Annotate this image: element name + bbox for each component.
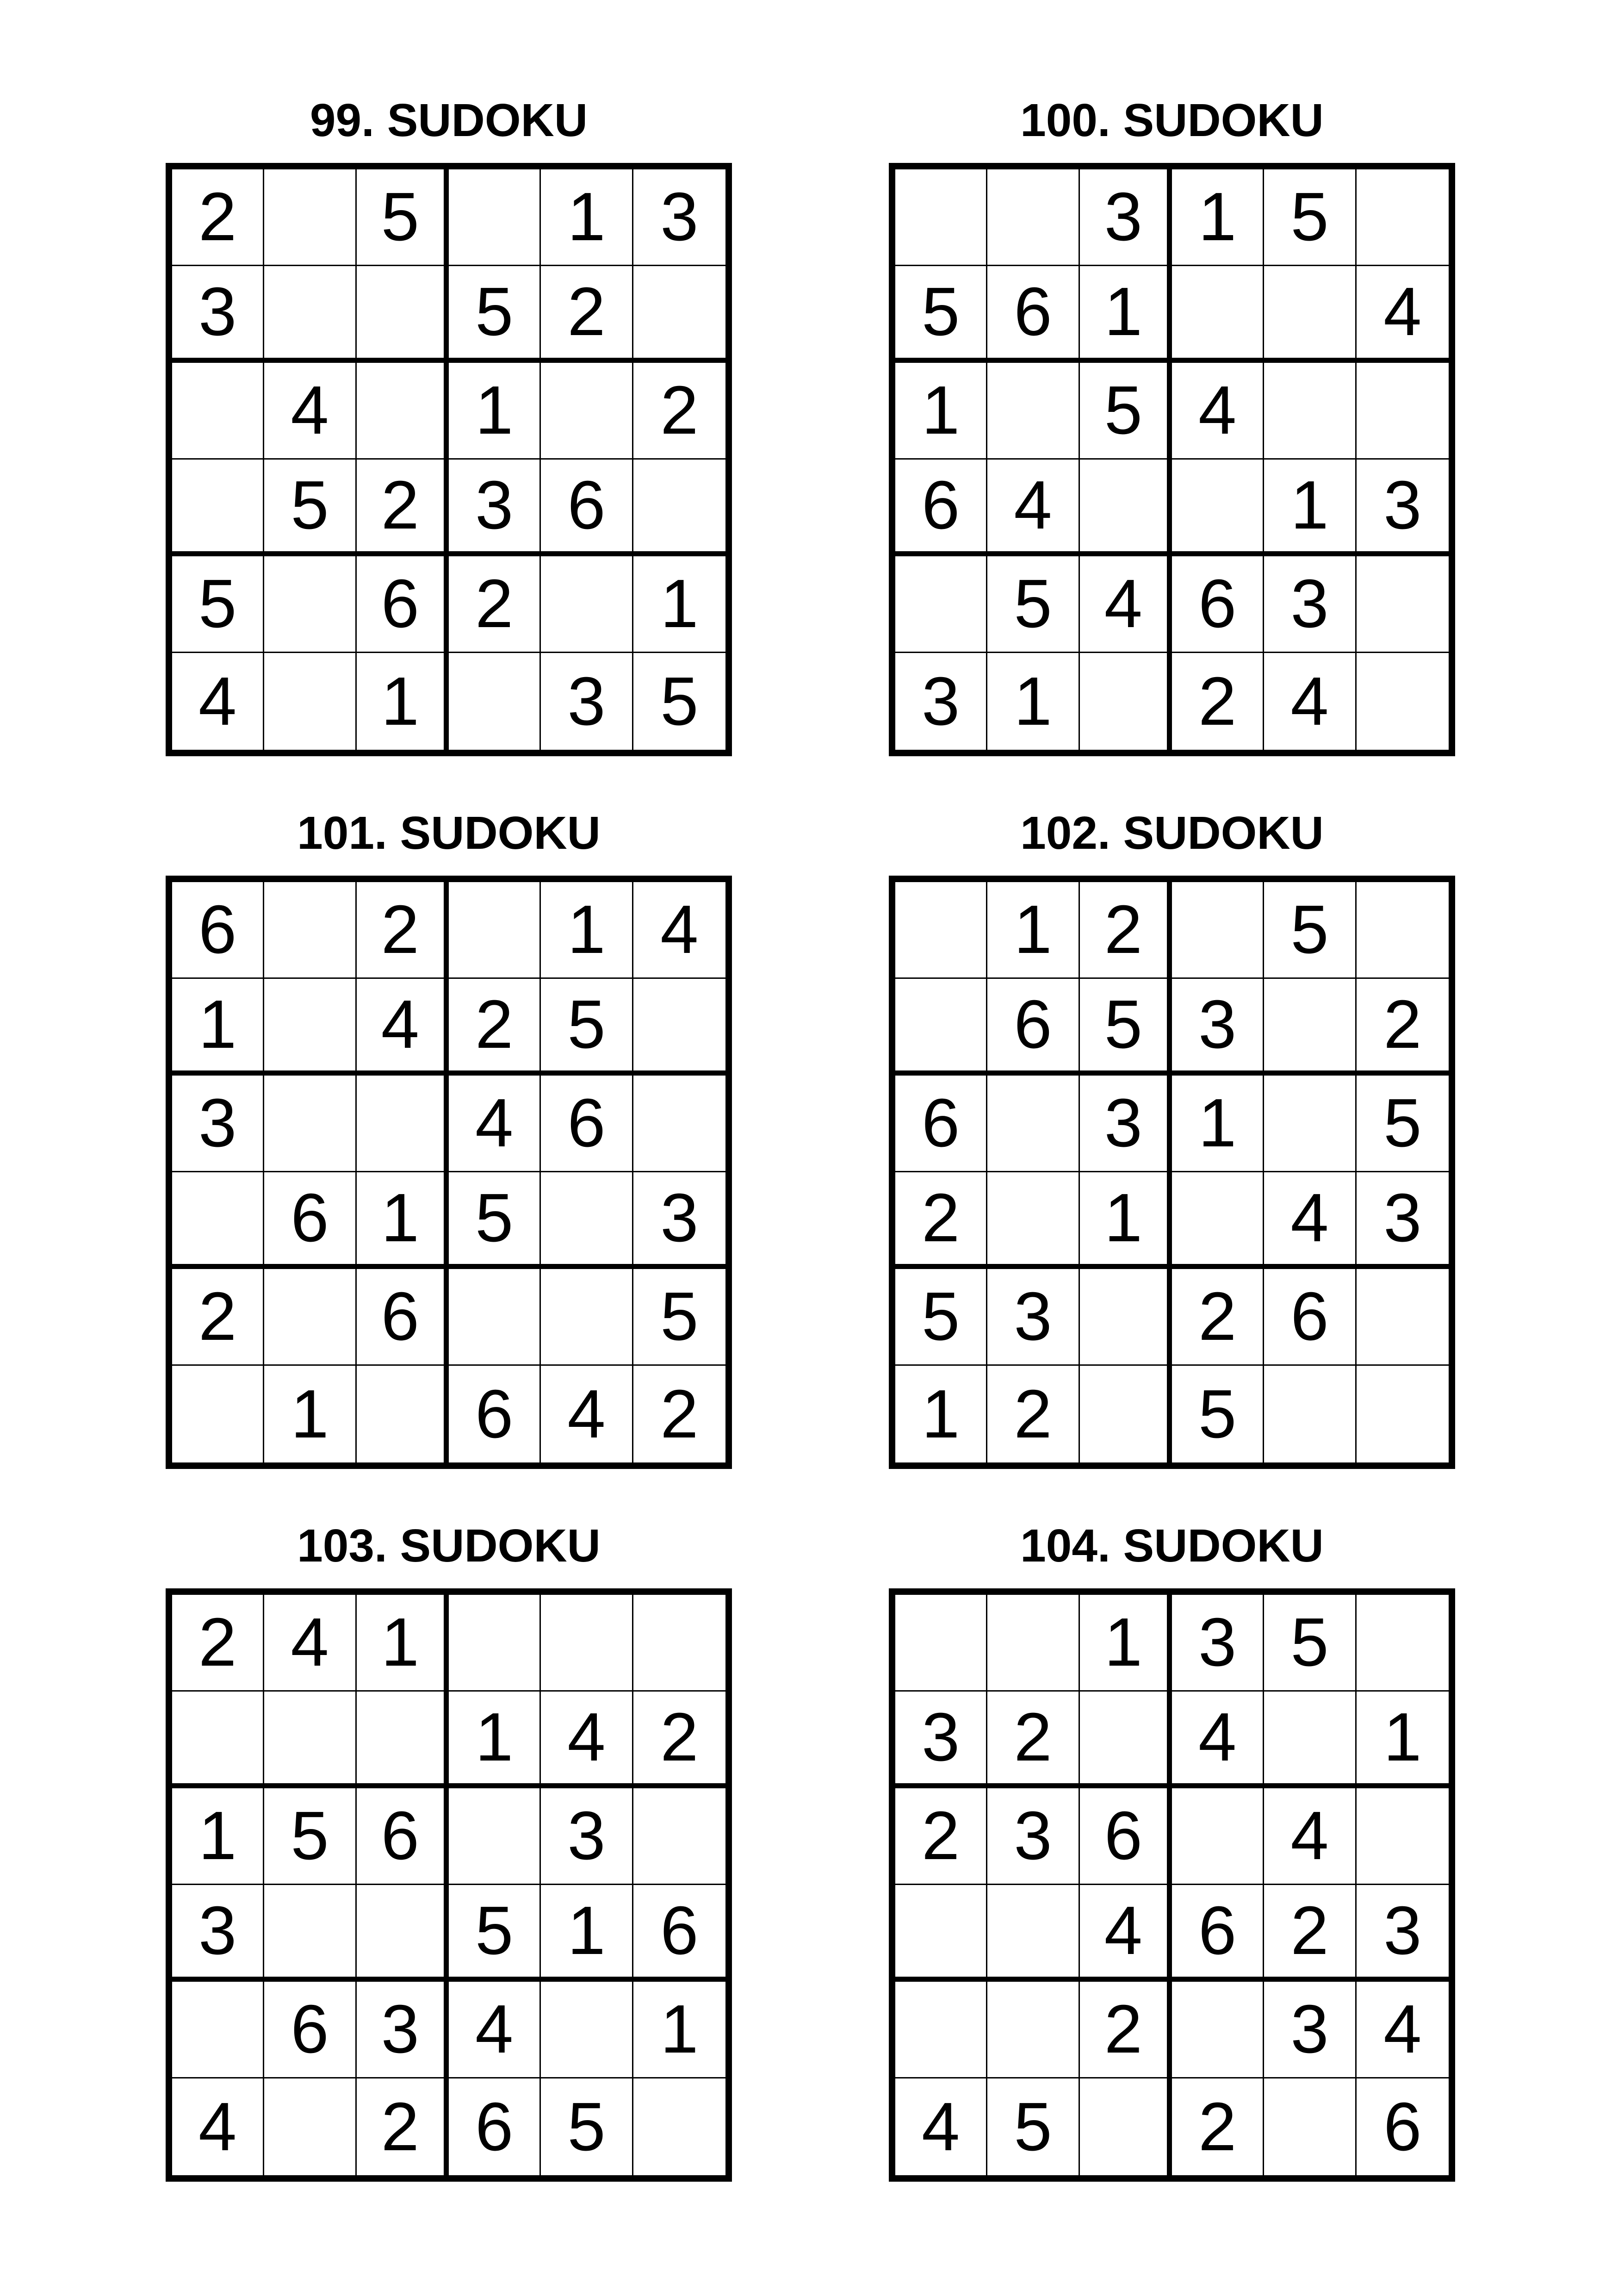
sudoku-cell: 6: [357, 1269, 449, 1366]
sudoku-cell: 5: [449, 1172, 541, 1269]
sudoku-cell: 6: [1264, 1269, 1356, 1366]
sudoku-cell: 3: [1264, 1982, 1356, 2078]
sudoku-cell: 3: [1357, 460, 1449, 556]
sudoku-cell: 5: [1080, 979, 1172, 1076]
sudoku-cell: 6: [449, 1366, 541, 1462]
sudoku-cell: 3: [449, 460, 541, 556]
sudoku-cell: [264, 1692, 356, 1788]
sudoku-cell: 1: [1357, 1692, 1449, 1788]
sudoku-cell: 2: [895, 1172, 987, 1269]
sudoku-cell: 4: [357, 979, 449, 1076]
sudoku-cell: 6: [357, 556, 449, 653]
sudoku-cell: 1: [1080, 1172, 1172, 1269]
sudoku-cell: [1080, 2078, 1172, 2175]
sudoku-cell: 5: [357, 169, 449, 266]
sudoku-cell: [172, 1982, 264, 2078]
sudoku-cell: [1264, 1076, 1356, 1172]
sudoku-cell: 3: [357, 1982, 449, 2078]
sudoku-cell: [987, 1172, 1079, 1269]
sudoku-cell: [1080, 460, 1172, 556]
sudoku-cell: 2: [987, 1692, 1079, 1788]
sudoku-cell: [357, 363, 449, 460]
sudoku-cell: 4: [264, 363, 356, 460]
sudoku-cell: 2: [1264, 1885, 1356, 1982]
sudoku-cell: [633, 460, 725, 556]
sudoku-cell: 1: [1264, 460, 1356, 556]
sudoku-cell: [1172, 1982, 1264, 2078]
sudoku-cell: 1: [633, 1982, 725, 2078]
sudoku-cell: 6: [895, 460, 987, 556]
sudoku-cell: [357, 1692, 449, 1788]
sudoku-cell: 5: [172, 556, 264, 653]
sudoku-cell: 5: [449, 1885, 541, 1982]
sudoku-cell: 2: [633, 1692, 725, 1788]
sudoku-cell: [633, 266, 725, 363]
sudoku-cell: [633, 1595, 725, 1692]
sudoku-cell: 5: [1264, 882, 1356, 979]
sudoku-cell: 1: [449, 363, 541, 460]
sudoku-cell: [1080, 1692, 1172, 1788]
sudoku-cell: 1: [895, 1366, 987, 1462]
sudoku-cell: 2: [1172, 2078, 1264, 2175]
sudoku-grid: [166, 163, 732, 756]
sudoku-cell: 6: [987, 979, 1079, 1076]
sudoku-cell: [1357, 1788, 1449, 1885]
sudoku-cell: 5: [1172, 1366, 1264, 1462]
puzzle-title: 103. SUDOKU: [297, 1520, 601, 1572]
sudoku-cell: [172, 363, 264, 460]
sudoku-cell: 3: [541, 1788, 633, 1885]
puzzle-title: 100. SUDOKU: [1020, 94, 1324, 146]
sudoku-cell: 3: [172, 266, 264, 363]
sudoku-cell: [449, 653, 541, 750]
sudoku-cell: 2: [357, 2078, 449, 2175]
puzzle-title: 104. SUDOKU: [1020, 1520, 1324, 1572]
sudoku-cell: 2: [633, 363, 725, 460]
sudoku-cell: [1172, 460, 1264, 556]
sudoku-cell: 3: [1357, 1172, 1449, 1269]
sudoku-cell: [357, 266, 449, 363]
sudoku-cell: [1080, 1269, 1172, 1366]
sudoku-cell: 1: [1080, 266, 1172, 363]
sudoku-cell: [1172, 882, 1264, 979]
sudoku-cell: 3: [987, 1269, 1079, 1366]
sudoku-cell: [633, 979, 725, 1076]
sudoku-cell: 5: [660, 663, 699, 740]
sudoku-cell: 1: [449, 1692, 541, 1788]
sudoku-cell: 2: [541, 266, 633, 363]
sudoku-cell: 3: [895, 653, 987, 750]
sudoku-cell: 6: [541, 460, 633, 556]
sudoku-cell: 3: [633, 169, 725, 266]
sudoku-cell: 3: [172, 1076, 264, 1172]
sudoku-cell: 4: [633, 882, 725, 979]
sudoku-cell: [895, 556, 987, 653]
sudoku-cell: 6: [895, 1076, 987, 1172]
sudoku-cell: 2: [1172, 1269, 1264, 1366]
sudoku-cell: [1264, 363, 1356, 460]
sudoku-cell: 2: [1080, 882, 1172, 979]
sudoku-cell: [895, 1885, 987, 1982]
sudoku-cell: 1: [541, 1885, 633, 1982]
sudoku-cell: 1: [895, 363, 987, 460]
sudoku-cell: [633, 2078, 725, 2175]
sudoku-cell: [1264, 1366, 1356, 1462]
sudoku-cell: 5: [264, 1788, 356, 1885]
sudoku-cell: [1357, 1366, 1449, 1462]
sudoku-cell: 4: [449, 1076, 541, 1172]
sudoku-cell: [172, 460, 264, 556]
sudoku-cell: [1172, 266, 1264, 363]
sudoku-cell: 3: [633, 1172, 725, 1269]
sudoku-cell: 5: [895, 266, 987, 363]
sudoku-cell: 2: [357, 882, 449, 979]
sudoku-cell: 2: [172, 169, 264, 266]
sudoku-cell: 4: [895, 2078, 987, 2175]
sudoku-cell: [987, 1076, 1079, 1172]
sudoku-cell: 2: [1357, 979, 1449, 1076]
puzzle-title: 101. SUDOKU: [297, 807, 601, 859]
sudoku-cell: 4: [264, 1595, 356, 1692]
sudoku-cell: [895, 882, 987, 979]
sudoku-cell: [264, 266, 356, 363]
sudoku-cell: [1357, 1595, 1449, 1692]
sudoku-cell: 6: [1383, 2088, 1422, 2165]
sudoku-cell: 6: [541, 1076, 633, 1172]
sudoku-cell: [1357, 363, 1449, 460]
sudoku-cell: 3: [1172, 979, 1264, 1076]
sudoku-cell: 2: [660, 1375, 699, 1452]
sudoku-cell: 5: [895, 1269, 987, 1366]
sudoku-cell: 3: [541, 653, 633, 750]
sudoku-cell: 6: [633, 1885, 725, 1982]
sudoku-cell: 6: [264, 1982, 356, 2078]
sudoku-cell: [1357, 169, 1449, 266]
sudoku-cell: 6: [357, 1788, 449, 1885]
sudoku-cell: [895, 1595, 987, 1692]
sudoku-cell: [172, 1366, 264, 1462]
sudoku-cell: 5: [633, 1269, 725, 1366]
sudoku-cell: [264, 653, 356, 750]
sudoku-cell: 1: [987, 653, 1079, 750]
sudoku-cell: 1: [1172, 169, 1264, 266]
sudoku-cell: 5: [1264, 1595, 1356, 1692]
sudoku-cell: 6: [1172, 1885, 1264, 1982]
sudoku-cell: 2: [172, 1595, 264, 1692]
sudoku-cell: 1: [172, 979, 264, 1076]
sudoku-cell: 6: [449, 2078, 541, 2175]
sudoku-cell: [172, 1172, 264, 1269]
sudoku-grid: [889, 876, 1455, 1469]
sudoku-cell: [541, 556, 633, 653]
sudoku-cell: 3: [1264, 556, 1356, 653]
sudoku-cell: 4: [1172, 1692, 1264, 1788]
sudoku-cell: [541, 1172, 633, 1269]
sudoku-cell: [633, 1076, 725, 1172]
sudoku-grid: [889, 1588, 1455, 2182]
sudoku-cell: 6: [987, 266, 1079, 363]
sudoku-cell: 1: [357, 1595, 449, 1692]
sudoku-cell: [1357, 556, 1449, 653]
sudoku-cell: [357, 1076, 449, 1172]
sudoku-cell: 2: [449, 979, 541, 1076]
sudoku-cell: 1: [541, 882, 633, 979]
sudoku-cell: [449, 169, 541, 266]
sudoku-cell: 4: [449, 1982, 541, 2078]
sudoku-cell: [264, 979, 356, 1076]
sudoku-cell: 4: [1357, 1982, 1449, 2078]
sudoku-cell: [264, 2078, 356, 2175]
sudoku-cell: [449, 1269, 541, 1366]
sudoku-grid: [166, 1588, 732, 2182]
sudoku-cell: [987, 1885, 1079, 1982]
sudoku-cell: 4: [1264, 1172, 1356, 1269]
sudoku-cell: [987, 363, 1079, 460]
sudoku-cell: [1172, 1172, 1264, 1269]
puzzle-title: 99. SUDOKU: [310, 94, 588, 146]
sudoku-cell: 4: [172, 2078, 264, 2175]
sudoku-cell: 6: [172, 882, 264, 979]
sudoku-cell: [449, 882, 541, 979]
sudoku-cell: 4: [172, 653, 264, 750]
sudoku-cell: 2: [449, 556, 541, 653]
sudoku-cell: [264, 1269, 356, 1366]
sudoku-cell: 4: [541, 1692, 633, 1788]
sudoku-cell: 1: [172, 1788, 264, 1885]
sudoku-cell: 5: [987, 2078, 1079, 2175]
sudoku-cell: 5: [1357, 1076, 1449, 1172]
sudoku-cell: [357, 1366, 449, 1462]
sudoku-cell: 2: [895, 1788, 987, 1885]
sudoku-cell: [1080, 653, 1172, 750]
sudoku-cell: 4: [541, 1366, 633, 1462]
sudoku-cell: [541, 1269, 633, 1366]
sudoku-cell: [449, 1788, 541, 1885]
sudoku-cell: [1264, 1692, 1356, 1788]
sudoku-cell: 6: [264, 1172, 356, 1269]
sudoku-cell: 1: [1080, 1595, 1172, 1692]
sudoku-cell: 4: [1172, 363, 1264, 460]
sudoku-cell: 1: [987, 882, 1079, 979]
sudoku-cell: 2: [987, 1366, 1079, 1462]
sudoku-cell: [1264, 2078, 1356, 2175]
sudoku-cell: [541, 1595, 633, 1692]
sudoku-cell: 2: [1080, 1982, 1172, 2078]
sudoku-cell: 3: [1080, 169, 1172, 266]
sudoku-cell: 5: [987, 556, 1079, 653]
sudoku-cell: 4: [1080, 556, 1172, 653]
sudoku-cell: [895, 979, 987, 1076]
sudoku-cell: [987, 1982, 1079, 2078]
sudoku-cell: [264, 882, 356, 979]
sudoku-cell: [264, 1885, 356, 1982]
sudoku-cell: 3: [1357, 1885, 1449, 1982]
sudoku-grid: [889, 163, 1455, 756]
sudoku-cell: 2: [357, 460, 449, 556]
sudoku-cell: [541, 363, 633, 460]
sudoku-cell: [1172, 1788, 1264, 1885]
sudoku-cell: [633, 1788, 725, 1885]
sudoku-cell: 5: [541, 2078, 633, 2175]
sudoku-cell: 4: [1264, 1788, 1356, 1885]
sudoku-cell: [264, 169, 356, 266]
sudoku-cell: [987, 169, 1079, 266]
sudoku-cell: [449, 1595, 541, 1692]
sudoku-cell: [1357, 653, 1449, 750]
sudoku-cell: 4: [987, 460, 1079, 556]
sudoku-cell: [264, 1076, 356, 1172]
sudoku-cell: 1: [1172, 1076, 1264, 1172]
sudoku-grid: [166, 876, 732, 1469]
sudoku-cell: 1: [357, 653, 449, 750]
sudoku-cell: [541, 1982, 633, 2078]
sudoku-cell: 5: [264, 460, 356, 556]
sudoku-cell: 2: [172, 1269, 264, 1366]
sudoku-cell: 3: [1172, 1595, 1264, 1692]
sudoku-cell: [264, 556, 356, 653]
sudoku-cell: 1: [633, 556, 725, 653]
sudoku-cell: 2: [1172, 653, 1264, 750]
sudoku-cell: 6: [1172, 556, 1264, 653]
sudoku-cell: [172, 1692, 264, 1788]
sudoku-cell: 3: [895, 1692, 987, 1788]
sudoku-cell: 3: [172, 1885, 264, 1982]
sudoku-cell: 1: [357, 1172, 449, 1269]
sudoku-cell: [1264, 979, 1356, 1076]
sudoku-cell: 3: [1080, 1076, 1172, 1172]
sudoku-cell: 1: [541, 169, 633, 266]
puzzle-title: 102. SUDOKU: [1020, 807, 1324, 859]
sudoku-cell: [987, 1595, 1079, 1692]
sudoku-cell: 1: [264, 1366, 356, 1462]
sudoku-cell: 4: [1080, 1885, 1172, 1982]
sudoku-cell: 4: [1357, 266, 1449, 363]
sudoku-cell: 5: [1080, 363, 1172, 460]
sudoku-cell: [357, 1885, 449, 1982]
sudoku-cell: [1357, 882, 1449, 979]
sudoku-cell: 3: [987, 1788, 1079, 1885]
sudoku-cell: 5: [449, 266, 541, 363]
sudoku-cell: 6: [1080, 1788, 1172, 1885]
sudoku-cell: [1357, 1269, 1449, 1366]
sudoku-cell: 5: [541, 979, 633, 1076]
sudoku-cell: [1080, 1366, 1172, 1462]
sudoku-cell: [895, 1982, 987, 2078]
sudoku-cell: [895, 169, 987, 266]
sudoku-cell: [1264, 266, 1356, 363]
sudoku-cell: 5: [1264, 169, 1356, 266]
sudoku-cell: 4: [1264, 653, 1356, 750]
